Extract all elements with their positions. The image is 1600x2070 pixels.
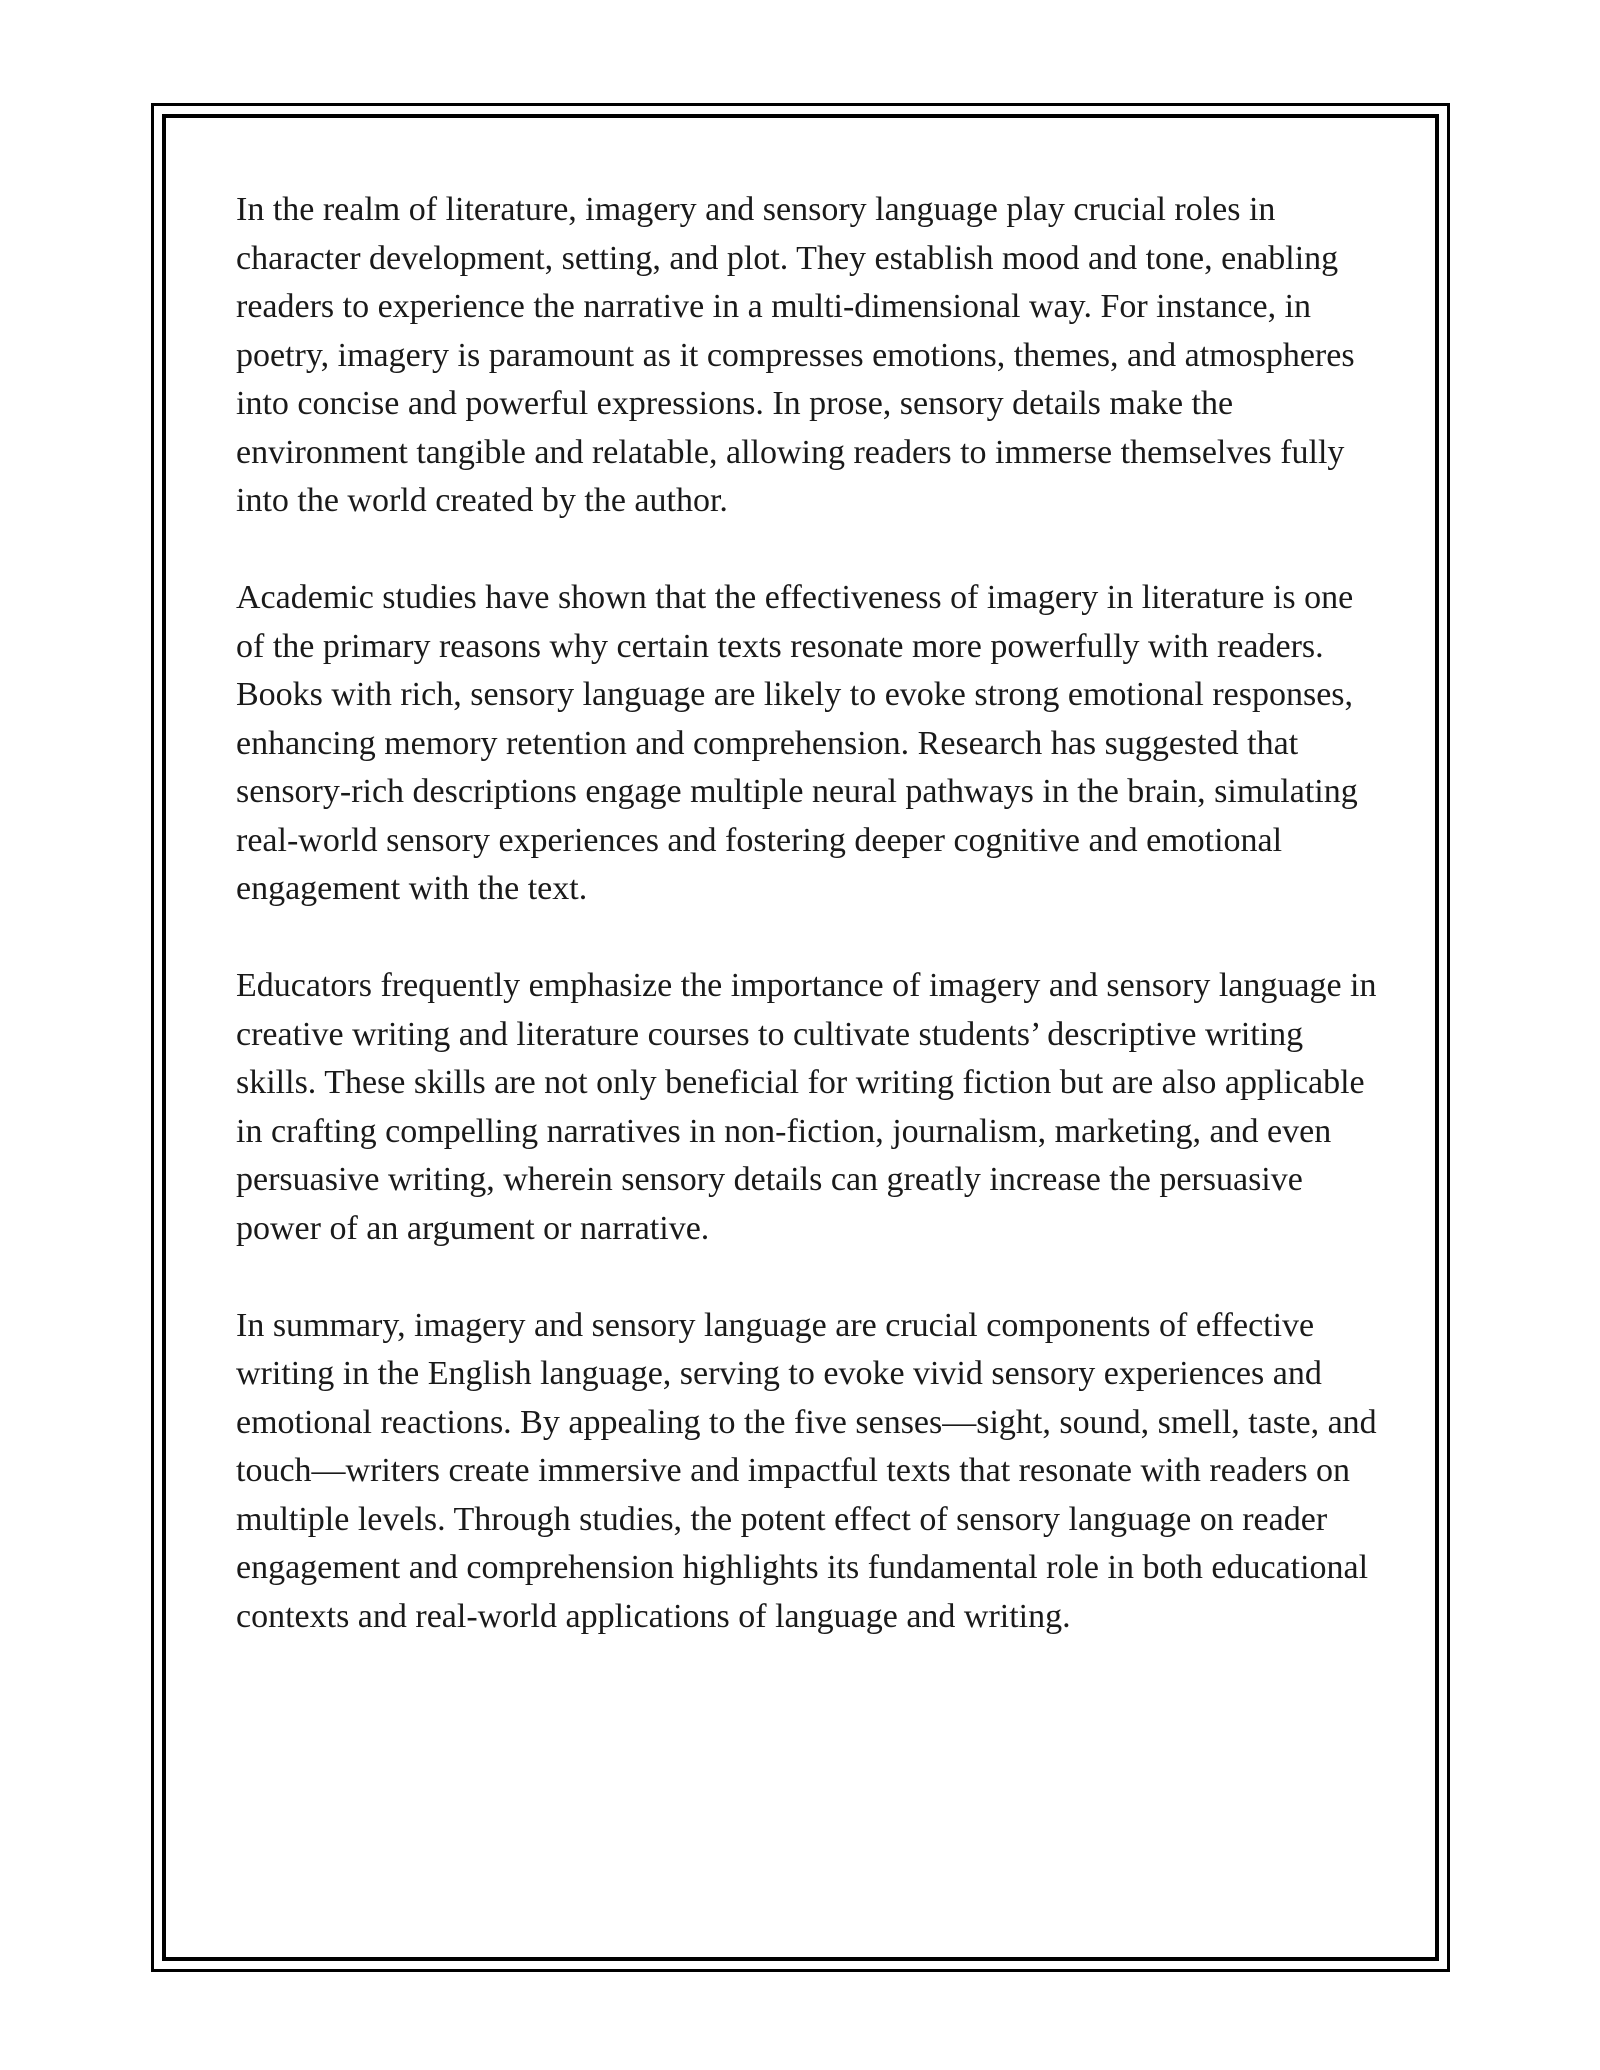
document-body [236, 186, 1386, 1690]
paragraph-3: Educators frequently emphasize the importance of imagery and sensory language in creative writing and literature courses to cultivate students’ descriptive writing skills. These skills are not only beneficial for writing fiction but are also applicable in crafting compelling narratives in non-fiction, journalism, marketing, and even persuasive writing, wherein sensory details can greatly increase the persuasive power of an argument or narrative. [236, 967, 1377, 1247]
paragraph-1: In the realm of literature, imagery and sensory language play crucial roles in character development, setting, and plot. They establish mood and tone, enabling readers to experience the narrative in a multi-dimensional way. For instance, in poetry, imagery is paramount as it compresses emotions, themes, and atmospheres into concise and powerful expressions. In prose, sensory details make the environment tangible and relatable, allowing readers to immerse themselves fully into the world created by the author. [236, 191, 1355, 519]
paragraph-2: Academic studies have shown that the effectiveness of imagery in literature is one of the primary reasons why certain texts resonate more powerfully with readers. Books with rich, sensory language are likely to evoke strong emotional responses, enhancing memory retention and comprehension. Research has suggested that sensory-rich descriptions engage multiple neural pathways in the brain, simulating real-world sensory experiences and fostering deeper cognitive and emotional engagement with the text. [236, 579, 1358, 907]
paragraph-4: In summary, imagery and sensory language are crucial components of effective writing in the English language, serving to evoke vivid sensory experiences and emotional reactions. By appealing to the five senses—sight, sound, smell, taste, and touch—writers create immersive and impactful texts that resonate with readers on multiple levels. Through studies, the potent effect of sensory language on reader engagement and comprehension highlights its fundamental role in both educational contexts and real-world applications of language and writing. [236, 1306, 1377, 1635]
